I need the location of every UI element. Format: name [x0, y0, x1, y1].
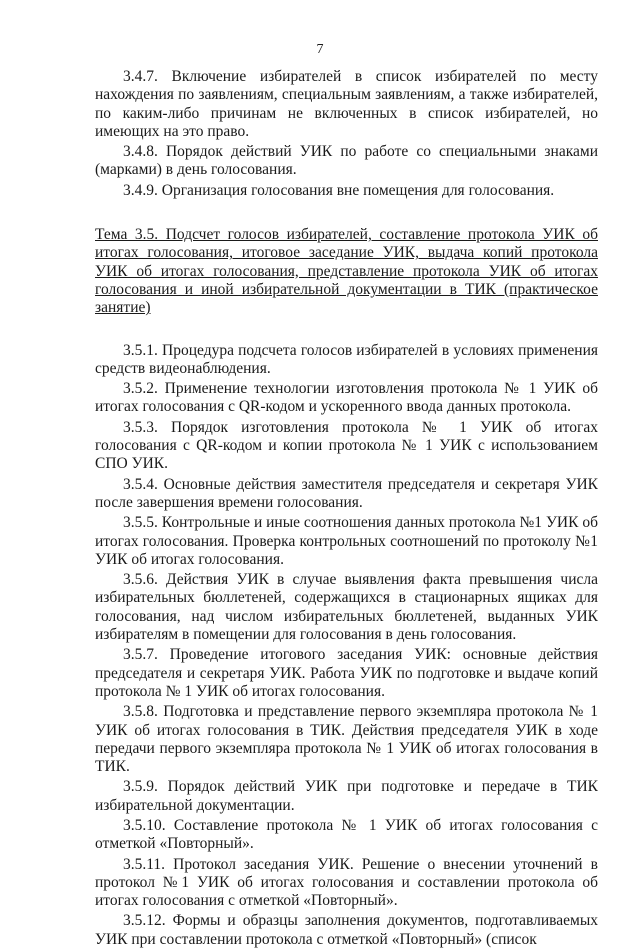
- theme-3-5-heading: Тема 3.5. Подсчет голосов избирателей, составление протокола УИК об итогах голосования, итоговое заседание УИК, выдача копий протокола УИК об итогах голосования, представление протокола УИК об итогах голосования и иной избирательной документации в ТИК (практическое занятие): [95, 226, 598, 317]
- paragraph-3-4-7: 3.4.7. Включение избирателей в список избирателей по месту нахождения по заявлениям, специальным заявлениям, а также избирателей, по каким-либо причинам не включенных в список избирателей, но имеющих на это право.: [95, 68, 598, 140]
- paragraph-3-5-8: 3.5.8. Подготовка и представление первого экземпляра протокола № 1 УИК об итогах голосования в ТИК. Действия председателя УИК в ходе передачи первого экземпляра протокола № 1 УИК об итогах голосования в ТИК.: [95, 703, 598, 776]
- paragraph-3-5-1: 3.5.1. Процедура подсчета голосов избирателей в условиях применения средств видеонаблюдения.: [95, 341, 598, 377]
- paragraph-3-4-8: 3.4.8. Порядок действий УИК по работе со специальными знаками (марками) в день голосования.: [95, 143, 598, 179]
- paragraph-3-5-9: 3.5.9. Порядок действий УИК при подготовке и передаче в ТИК избирательной документации.: [95, 778, 598, 814]
- paragraph-3-5-3: 3.5.3. Порядок изготовления протокола № 1 УИК об итогах голосования с QR-кодом и копии протокола № 1 УИК с использованием СПО УИК.: [95, 418, 598, 473]
- paragraph-3-5-10: 3.5.10. Составление протокола № 1 УИК об итогах голосования с отметкой «Повторный».: [95, 816, 598, 853]
- paragraph-3-5-5: 3.5.5. Контрольные и иные соотношения данных протокола №1 УИК об итогах голосования. Проверка контрольных соотношений по протоколу №1 УИК об итогах голосования.: [95, 514, 598, 568]
- page-number: 7: [316, 42, 324, 57]
- paragraph-3-5-2: 3.5.2. Применение технологии изготовления протокола № 1 УИК об итогах голосования с QR-кодом и ускоренного ввода данных протокола.: [95, 380, 598, 416]
- paragraph-3-5-6: 3.5.6. Действия УИК в случае выявления факта превышения числа избирательных бюллетеней, содержащихся в стационарных ящиках для голосования, над числом избирательных бюллетеней, выданных УИК избирателям в помещении для голосования в день голосования.: [95, 571, 598, 644]
- paragraph-3-4-9: 3.4.9. Организация голосования вне помещения для голосования.: [123, 181, 555, 199]
- paragraph-3-5-12: 3.5.12. Формы и образцы заполнения документов, подготавливаемых УИК при составлении протокола с отметкой «Повторный» (список: [95, 912, 598, 948]
- paragraph-3-5-11: 3.5.11. Протокол заседания УИК. Решение о внесении уточнений в протокол №1 УИК об итогах голосования и составлении протокола об итогах голосования с отметкой «Повторный».: [95, 855, 598, 910]
- page-content: [95, 68, 598, 951]
- paragraph-3-5-7: 3.5.7. Проведение итогового заседания УИК: основные действия председателя и секретаря УИК. Работа УИК по подготовке и выдаче копий протокола № 1 УИК об итогах голосования.: [95, 646, 598, 700]
- paragraph-3-5-4: 3.5.4. Основные действия заместителя председателя и секретаря УИК после завершения времени голосования.: [95, 475, 598, 511]
